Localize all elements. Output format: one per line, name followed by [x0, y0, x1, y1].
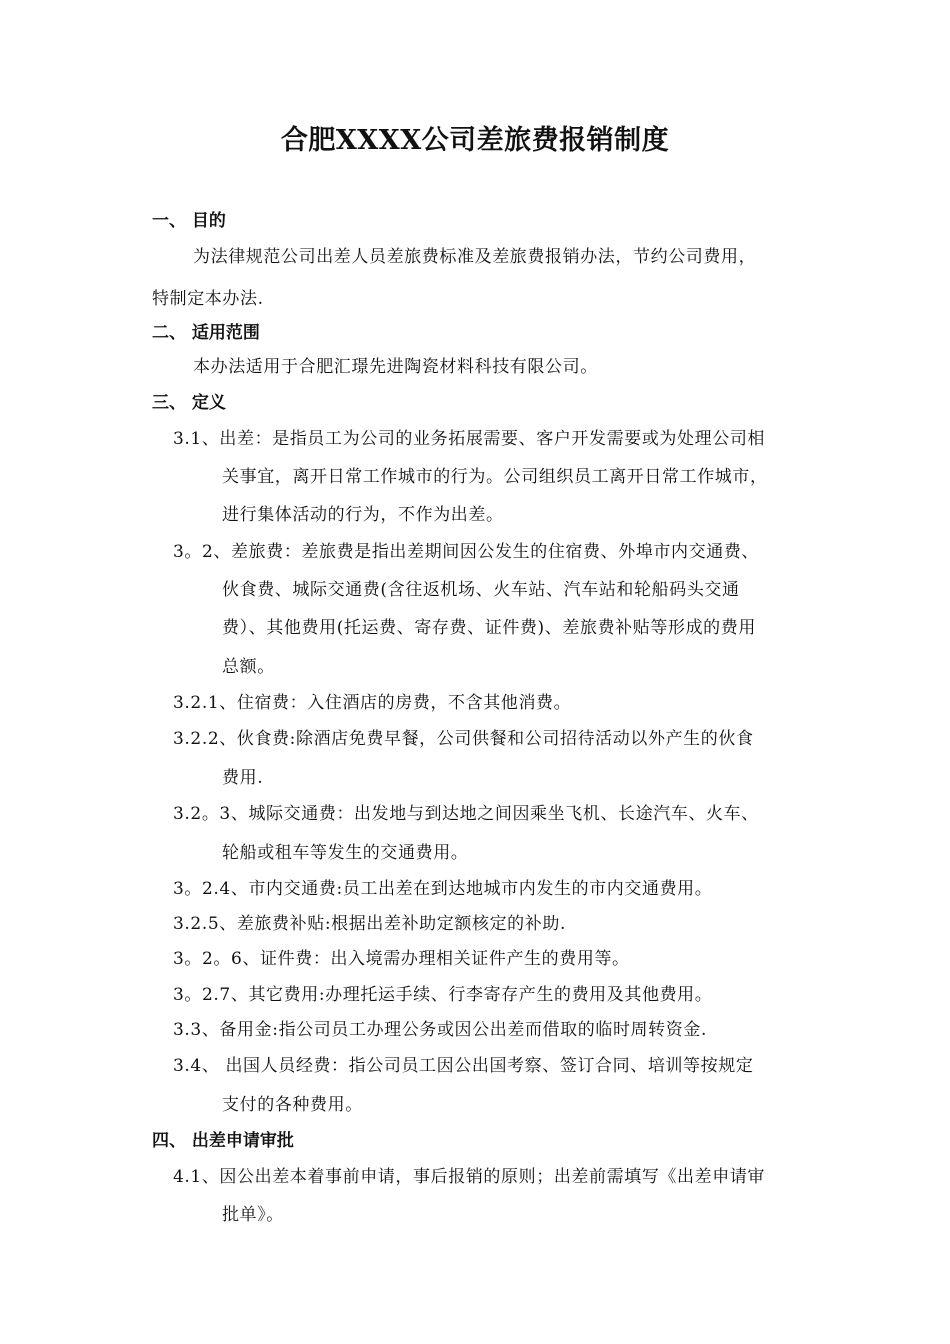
definition-3-2-2-line2: 费用. — [222, 768, 264, 788]
definition-3-2-line2: 伙食费、城际交通费(含往返机场、火车站、汽车站和轮船码头交通 — [222, 580, 740, 600]
section-heading-scope: 二、 适用范围 — [152, 323, 260, 343]
section-heading-definitions: 三、 定义 — [152, 393, 226, 413]
definition-3-4-line2: 支付的各种费用。 — [222, 1095, 363, 1115]
definition-3-4-line1: 3.4、 出国人员经费：指公司员工因公出国考察、签订合同、培训等按规定 — [173, 1056, 754, 1076]
definition-3-1-line1: 3.1、出差：是指员工为公司的业务拓展需要、客户开发需要或为处理公司相 — [173, 429, 766, 449]
definition-3-1-line2: 关事宜，离开日常工作城市的行为。公司组织员工离开日常工作城市， — [222, 467, 768, 487]
purpose-paragraph-line2: 特制定本办法. — [152, 289, 264, 309]
definition-3-2-2-line1: 3.2.2、伙食费:除酒店免费早餐，公司供餐和公司招待活动以外产生的伙食 — [173, 729, 754, 749]
section-heading-purpose: 一、 目的 — [152, 211, 226, 231]
definition-3-2-line4: 总额。 — [222, 657, 275, 677]
document-title: 合肥XXXX公司差旅费报销制度 — [280, 125, 670, 156]
definition-3-1-line3: 进行集体活动的行为，不作为出差。 — [222, 505, 504, 525]
definition-3-2-line3: 费）、其他费用(托运费、寄存费、证件费)、差旅费补贴等形成的费用 — [222, 618, 756, 638]
approval-4-1-line1: 4.1、因公出差本着事前申请，事后报销的原则；出差前需填写《出差申请审 — [173, 1167, 766, 1187]
approval-4-1-line2: 批单》。 — [222, 1205, 284, 1225]
definition-3-2-line1: 3。2、差旅费：差旅费是指出差期间因公发生的住宿费、外埠市内交通费、 — [173, 542, 760, 562]
definition-3-2-7: 3。2.7、其它费用:办理托运手续、行李寄存产生的费用及其他费用。 — [173, 985, 713, 1005]
scope-paragraph: 本办法适用于合肥汇璟先进陶瓷材料科技有限公司。 — [193, 357, 598, 377]
definition-3-2-4: 3。2.4、市内交通费:员工出差在到达地城市内发生的市内交通费用。 — [173, 879, 713, 899]
definition-3-2-3-line2: 轮船或租车等发生的交通费用。 — [222, 843, 469, 863]
definition-3-2-3-line1: 3.2。3、城际交通费：出发地与到达地之间因乘坐飞机、长途汽车、火车、 — [173, 804, 759, 824]
section-heading-travel-approval: 四、 出差申请审批 — [152, 1131, 294, 1151]
definition-3-3: 3.3、备用金:指公司员工办理公务或因公出差而借取的临时周转资金. — [173, 1020, 707, 1040]
definition-3-2-1: 3.2.1、住宿费：入住酒店的房费，不含其他消费。 — [173, 693, 572, 713]
purpose-paragraph-line1: 为法律规范公司出差人员差旅费标准及差旅费报销办法，节约公司费用， — [193, 247, 757, 267]
definition-3-2-5: 3.2.5、差旅费补贴:根据出差补助定额核定的补助. — [173, 914, 566, 934]
definition-3-2-6: 3。2。6、证件费：出入境需办理相关证件产生的费用等。 — [173, 949, 630, 969]
